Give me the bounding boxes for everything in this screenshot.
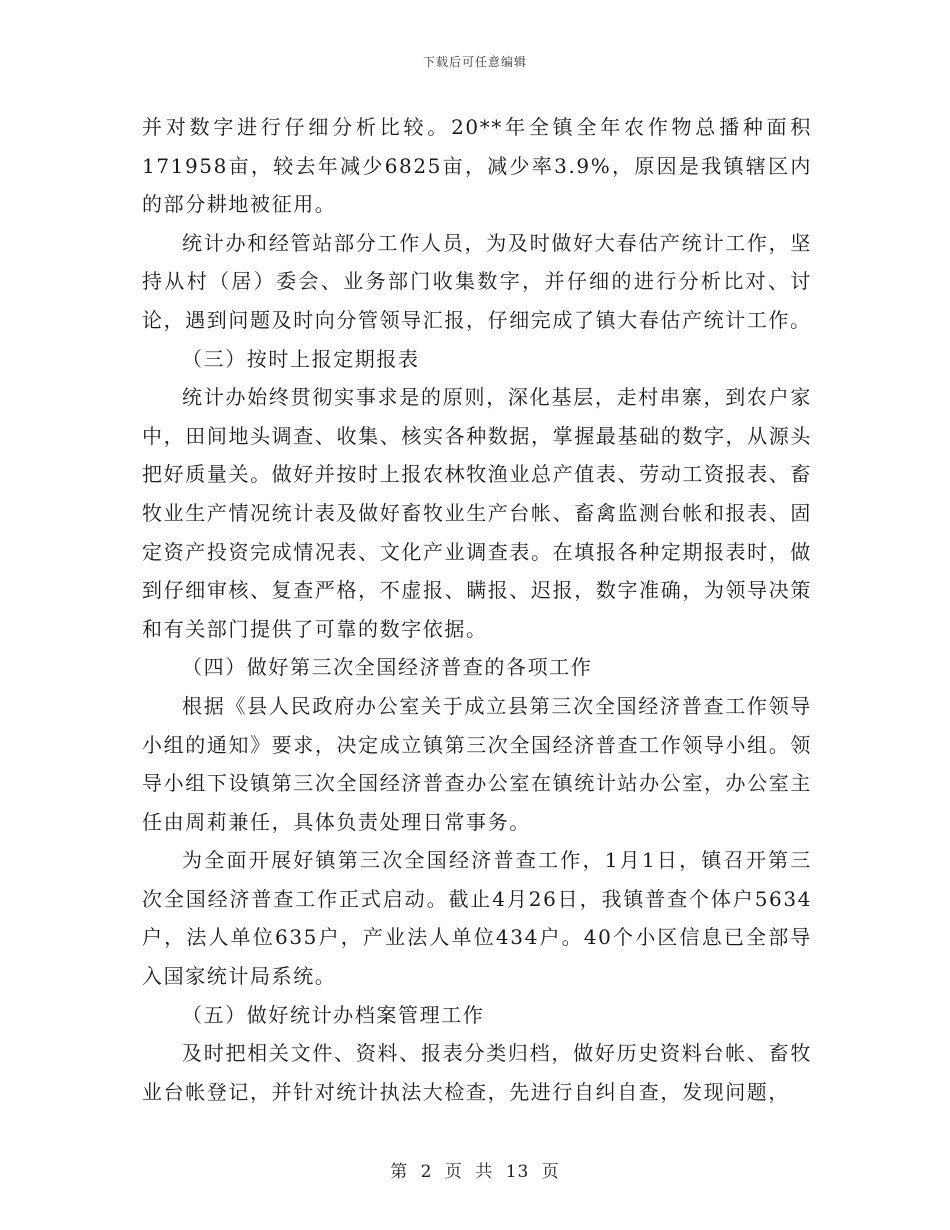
page-header: 下载后可任意编辑 (422, 55, 527, 69)
paragraph-body: 统计办和经管站部分工作人员，为及时做好大春估产统计工作，坚持从村（居）委会、业务部门收集数字，并仔细的进行分析比对、讨论，遇到问题及时向分管领导汇报，仔细完成了镇大春估产统计工作。 (142, 230, 812, 332)
paragraph-body: 统计办始终贯彻实事求是的原则，深化基层，走村串寨，到农户家中，田间地头调查、收集、核实各种数据，掌握最基础的数字，从源头把好质量关。做好并按时上报农林牧渔业总产值表、劳动工资报表、畜牧业生产情况统计表及做好畜牧业生产台帐、畜禽监测台帐和报表、固定资产投资完成情况表、文化产业调查表。在填报各种定期报表时，做到仔细审核、复查严格，不虚报、瞒报、迟报，数字准确，为领导决策和有关部门提供了可靠的数字依据。 (142, 385, 812, 641)
section-heading: （四）做好第三次全国经济普查的各项工作 (182, 655, 593, 680)
paragraph-body: 为全面开展好镇第三次全国经济普查工作，1月1日，镇召开第三次全国经济普查工作正式启动。截止4月26日，我镇普查个体户5634户，法人单位635户，产业法人单位434户。40个小区信息已全部导入国家统计局系统。 (142, 848, 812, 989)
page-footer: 第 2 页 共 13 页 (390, 1162, 560, 1182)
paragraph-body: 及时把相关文件、资料、报表分类归档，做好历史资料台帐、畜牧业台帐登记，并针对统计执法大检查，先进行自纠自查，发现问题， (142, 1041, 812, 1104)
section-heading: （三）按时上报定期报表 (182, 346, 420, 371)
section-heading: （五）做好统计办档案管理工作 (182, 1002, 485, 1027)
document-body (142, 108, 812, 1111)
paragraph-body: 根据《县人民政府办公室关于成立县第三次全国经济普查工作领导小组的通知》要求，决定成立镇第三次全国经济普查工作领导小组。领导小组下设镇第三次全国经济普查办公室在镇统计站办公室，办公室主任由周莉兼任，具体负责处理日常事务。 (142, 693, 812, 834)
paragraph-continuation: 并对数字进行仔细分析比较。20**年全镇全年农作物总播种面积171958亩，较去年减少6825亩，减少率3.9%，原因是我镇辖区内的部分耕地被征用。 (142, 115, 812, 217)
